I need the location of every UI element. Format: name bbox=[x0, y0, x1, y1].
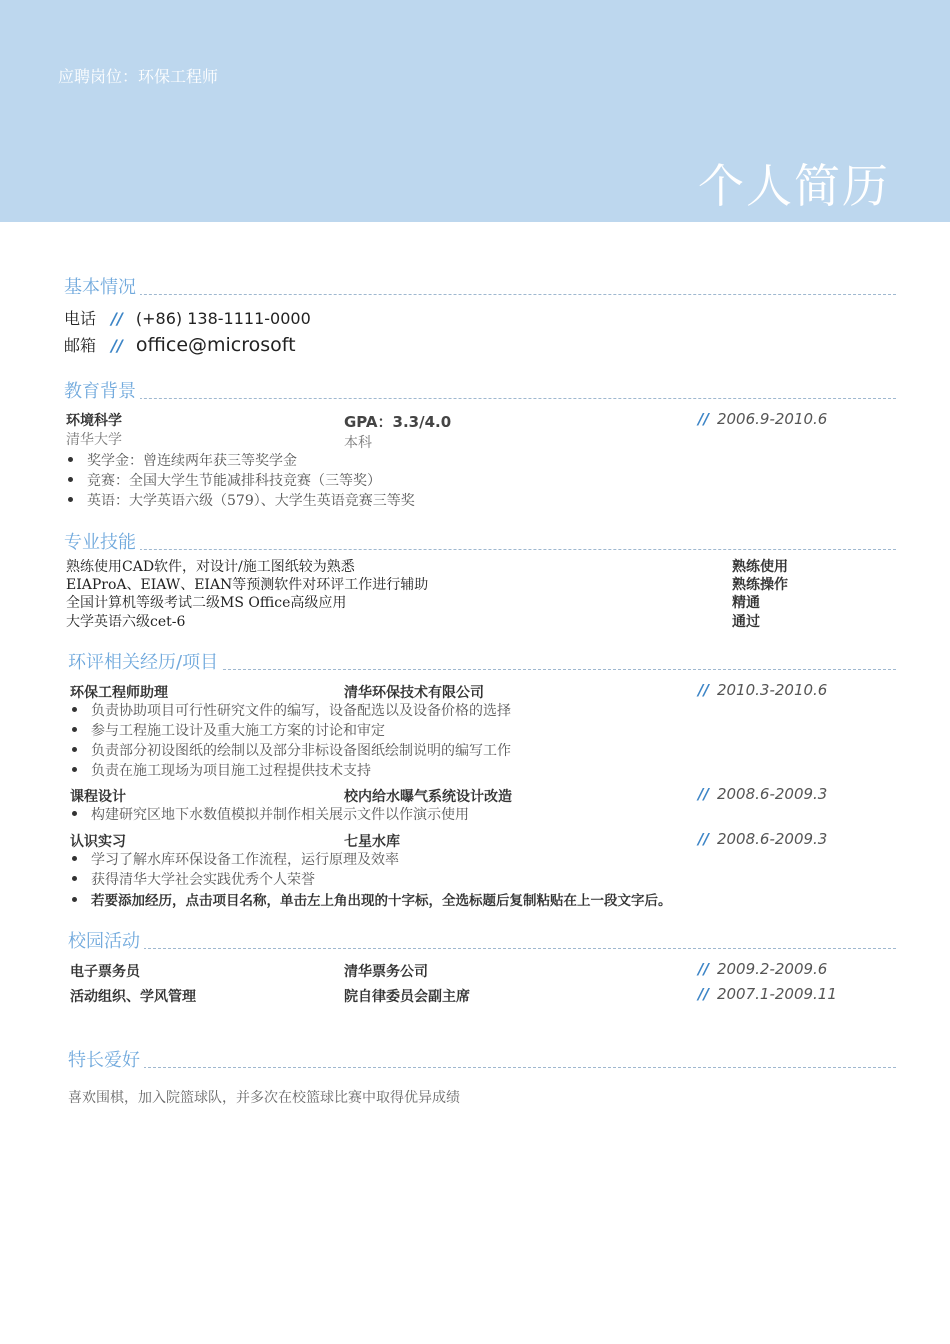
separator-icon: // bbox=[698, 830, 709, 848]
section-hobbies bbox=[68, 1049, 896, 1073]
campus-date: 2007.1-2009.11 bbox=[716, 985, 837, 1003]
exp-date: 2008.6-2009.3 bbox=[716, 830, 828, 848]
list-item: 获得清华大学社会实践优秀个人荣誉 bbox=[72, 869, 315, 889]
separator-icon: // bbox=[698, 985, 709, 1003]
exp-role: 认识实习 bbox=[70, 834, 126, 850]
skill-level: 通过 bbox=[732, 614, 760, 630]
skill-level: 熟练使用 bbox=[732, 559, 788, 575]
campus-date-row bbox=[698, 960, 827, 978]
list-item: 参与工程施工设计及重大施工方案的讨论和审定 bbox=[72, 720, 385, 740]
section-skills bbox=[64, 531, 896, 555]
email-value[interactable]: office@microsoft bbox=[135, 334, 296, 356]
exp-date-row bbox=[698, 785, 827, 803]
campus-role: 电子票务员 bbox=[70, 964, 140, 980]
separator-icon: // bbox=[698, 960, 709, 978]
phone-value: (+86) 138-1111-0000 bbox=[135, 309, 311, 328]
section-title: 专业技能 bbox=[64, 531, 140, 555]
edu-gpa: GPA：3.3/4.0 bbox=[344, 413, 452, 431]
separator-icon: // bbox=[698, 681, 709, 699]
edu-degree: 本科 bbox=[344, 435, 372, 451]
list-item: 英语：大学英语六级（579）、大学生英语竞赛三等奖 bbox=[68, 490, 415, 510]
list-item: 负责协助项目可行性研究文件的编写，设备配选以及设备价格的选择 bbox=[72, 700, 511, 720]
exp-date: 2008.6-2009.3 bbox=[716, 785, 828, 803]
bullet-icon bbox=[72, 767, 77, 772]
bullet-icon bbox=[72, 897, 77, 902]
campus-date: 2009.2-2009.6 bbox=[716, 960, 828, 978]
section-experience bbox=[68, 651, 896, 675]
exp-org: 校内给水曝气系统设计改造 bbox=[344, 789, 512, 805]
hobbies-text: 喜欢围棋，加入院篮球队，并多次在校篮球比赛中取得优异成绩 bbox=[68, 1090, 460, 1106]
section-title: 特长爱好 bbox=[68, 1049, 144, 1073]
exp-note: 若要添加经历，点击项目名称，单击左上角出现的十字标，全选标题后复制粘贴在上一段文字后。 bbox=[72, 889, 672, 909]
skill-level: 熟练操作 bbox=[732, 577, 788, 593]
edu-date: 2006.9-2010.6 bbox=[716, 410, 828, 428]
list-item: 负责在施工现场为项目施工过程提供技术支持 bbox=[72, 760, 371, 780]
section-campus bbox=[68, 930, 896, 954]
bullet-icon bbox=[68, 497, 73, 502]
edu-school: 清华大学 bbox=[66, 432, 122, 448]
separator-icon: // bbox=[111, 336, 123, 355]
section-title: 基本情况 bbox=[64, 276, 140, 300]
exp-org: 清华环保技术有限公司 bbox=[344, 685, 484, 701]
phone-row bbox=[64, 306, 311, 329]
skill-desc: EIAProA、EIAW、EIAN等预测软件对环评工作进行辅助 bbox=[66, 577, 429, 593]
skill-desc: 大学英语六级cet-6 bbox=[66, 614, 186, 630]
bullet-icon bbox=[68, 477, 73, 482]
header-banner bbox=[0, 0, 950, 222]
bullet-icon bbox=[72, 747, 77, 752]
list-item: 奖学金：曾连续两年获三等奖学金 bbox=[68, 450, 297, 470]
section-title: 校园活动 bbox=[68, 930, 144, 954]
bullet-icon bbox=[72, 727, 77, 732]
edu-date-row bbox=[698, 410, 827, 428]
bullet-icon bbox=[72, 876, 77, 881]
separator-icon: // bbox=[698, 410, 709, 428]
section-title: 教育背景 bbox=[64, 380, 140, 404]
campus-role: 活动组织、学风管理 bbox=[70, 989, 196, 1005]
bullet-icon bbox=[72, 707, 77, 712]
job-position: 应聘岗位：环保工程师 bbox=[58, 67, 219, 86]
section-education bbox=[64, 380, 896, 404]
exp-date-row bbox=[698, 681, 827, 699]
campus-org: 院自律委员会副主席 bbox=[344, 989, 470, 1005]
exp-role: 环保工程师助理 bbox=[70, 685, 168, 701]
campus-org: 清华票务公司 bbox=[344, 964, 428, 980]
exp-date: 2010.3-2010.6 bbox=[716, 681, 828, 699]
skill-level: 精通 bbox=[732, 595, 760, 611]
bullet-icon bbox=[72, 811, 77, 816]
bullet-icon bbox=[68, 457, 73, 462]
list-item: 负责部分初设图纸的绘制以及部分非标设备图纸绘制说明的编写工作 bbox=[72, 740, 511, 760]
exp-org: 七星水库 bbox=[344, 834, 400, 850]
list-item: 学习了解水库环保设备工作流程，运行原理及效率 bbox=[72, 849, 399, 869]
edu-major: 环境科学 bbox=[66, 413, 122, 429]
resume-title: 个人简历 bbox=[698, 159, 890, 213]
email-label: 邮箱 bbox=[64, 336, 97, 355]
section-title: 环评相关经历/项目 bbox=[68, 651, 222, 675]
separator-icon: // bbox=[698, 785, 709, 803]
bullet-icon bbox=[72, 856, 77, 861]
list-item: 构建研究区地下水数值模拟并制作相关展示文件以作演示使用 bbox=[72, 804, 469, 824]
phone-label: 电话 bbox=[64, 309, 97, 328]
email-row bbox=[64, 333, 296, 356]
skill-desc: 熟练使用CAD软件，对设计/施工图纸较为熟悉 bbox=[66, 559, 355, 575]
separator-icon: // bbox=[111, 309, 123, 328]
exp-date-row bbox=[698, 830, 827, 848]
list-item: 竞赛：全国大学生节能减排科技竞赛（三等奖） bbox=[68, 470, 381, 490]
section-basic bbox=[64, 276, 896, 300]
exp-role: 课程设计 bbox=[70, 789, 126, 805]
skill-desc: 全国计算机等级考试二级MS Office高级应用 bbox=[66, 595, 347, 611]
campus-date-row bbox=[698, 985, 837, 1003]
